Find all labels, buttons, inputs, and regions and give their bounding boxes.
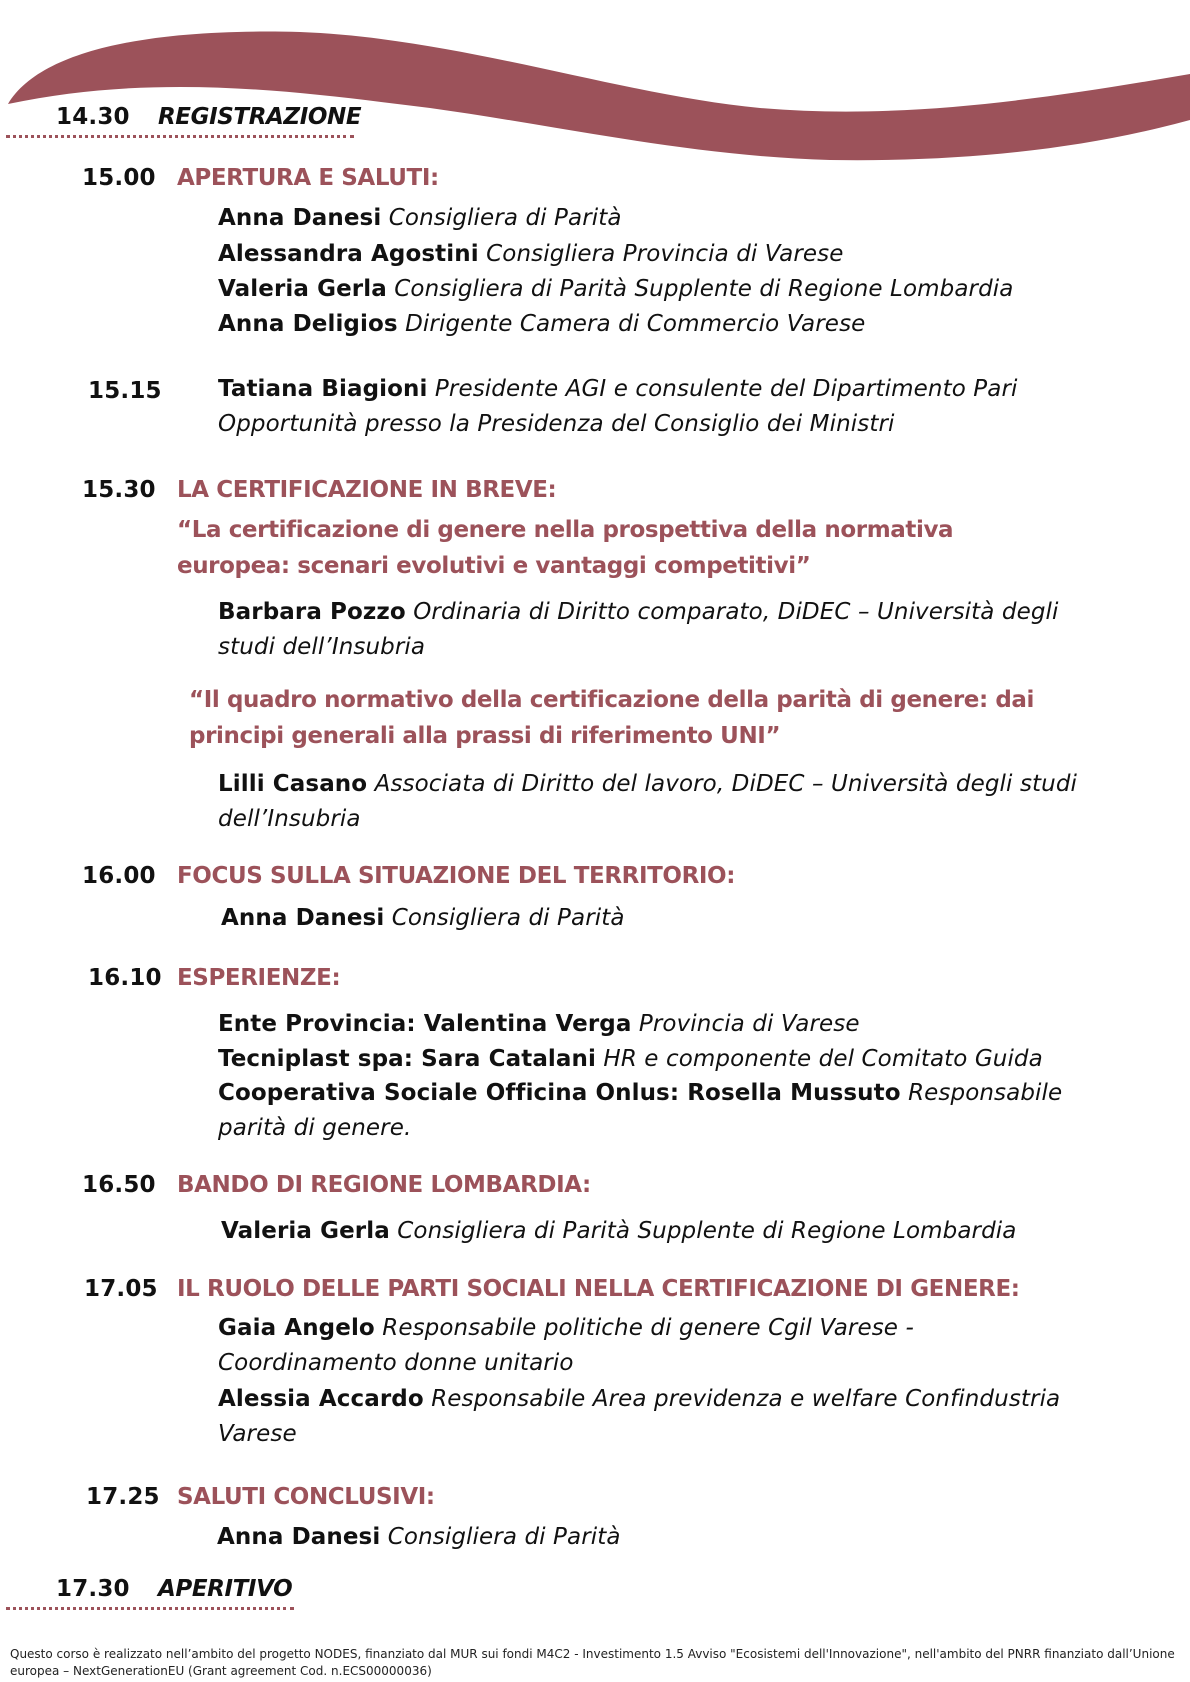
bando-time: 16.50	[82, 1172, 156, 1198]
speaker-name: Anna Deligios	[218, 311, 398, 337]
social-time: 17.05	[84, 1276, 158, 1302]
speaker-role: HR e componente del Comitato Guida	[603, 1046, 1043, 1072]
speaker-line	[218, 1382, 1138, 1452]
focus-time: 16.00	[82, 863, 156, 889]
social-heading: IL RUOLO DELLE PARTI SOCIALI NELLA CERTIFICAZIONE DI GENERE:	[177, 1276, 1020, 1302]
speaker-name: Gaia Angelo	[218, 1315, 375, 1341]
talk-title: “La certificazione di genere nella prospettiva della normativa europea: scenari evolutivi e vantaggi competitivi”	[177, 517, 954, 579]
experience-line	[218, 1041, 1043, 1077]
speaker-role: Consigliera di Parità	[387, 1524, 621, 1550]
speaker-name: Ente Provincia: Valentina Verga	[218, 1011, 632, 1037]
talk-speaker	[218, 767, 1138, 837]
speaker-line	[218, 306, 865, 342]
certification-heading: LA CERTIFICAZIONE IN BREVE:	[177, 477, 557, 503]
funding-footer: Questo corso è realizzato nell’ambito del progetto NODES, finanziato dal MUR sui fondi M4C2 - Investimento 1.5 Avviso "Ecosistemi dell'Innovazione", nell'ambito del PNRR finanziato dall’Unione europea – NextGenerationEU (Grant agreement Cod. n.ECS00000036)	[10, 1647, 1175, 1678]
aperitivo-time: 17.30	[56, 1576, 130, 1602]
speaker-role: Responsabile parità di genere.	[218, 1080, 1063, 1141]
closing-time: 17.25	[86, 1484, 160, 1510]
speaker-line	[221, 1213, 1017, 1249]
speaker-role: Ordinaria di Diritto comparato, DiDEC – Università degli studi dell’Insubria	[218, 599, 1059, 660]
experience-line	[218, 1076, 1098, 1146]
focus-heading: FOCUS SULLA SITUAZIONE DEL TERRITORIO:	[177, 863, 735, 889]
speaker-name: Tecniplast spa: Sara Catalani	[218, 1046, 596, 1072]
speaker-role: Consigliera di Parità	[391, 905, 625, 931]
speaker-name: Cooperativa Sociale Officina Onlus: Rosella Mussuto	[218, 1080, 901, 1106]
registration-dotted-divider	[6, 135, 354, 138]
speaker-role: Consigliera di Parità Supplente di Regione Lombardia	[397, 1218, 1017, 1244]
certification-time: 15.30	[82, 477, 156, 503]
experiences-heading: ESPERIENZE:	[177, 965, 341, 991]
registration-time: 14.30	[56, 104, 130, 130]
speaker-role: Associata di Diritto del lavoro, DiDEC – Università degli studi dell’Insubria	[218, 771, 1078, 832]
speaker-name: Tatiana Biagioni	[218, 376, 428, 402]
aperitivo-label: APERITIVO	[158, 1576, 293, 1602]
speaker-name: Lilli Casano	[218, 771, 368, 797]
header-wave	[0, 0, 1190, 170]
speaker-name: Anna Danesi	[217, 1524, 381, 1550]
speaker-name: Alessia Accardo	[218, 1386, 424, 1412]
opening-heading: APERTURA E SALUTI:	[177, 165, 439, 191]
talk-speaker	[218, 595, 1118, 665]
speaker-role: Consigliera di Parità	[388, 205, 622, 231]
experience-line	[218, 1006, 860, 1042]
speaker-name: Barbara Pozzo	[218, 599, 406, 625]
speaker-role: Responsabile Area previdenza e welfare Confindustria Varese	[218, 1386, 1061, 1447]
talk-title: “Il quadro normativo della certificazione della parità di genere: dai principi generali alla prassi di riferimento UNI”	[189, 687, 1035, 749]
opening-time: 15.00	[82, 165, 156, 191]
experiences-time: 16.10	[88, 965, 162, 991]
closing-heading: SALUTI CONCLUSIVI:	[177, 1484, 435, 1510]
speaker-role: Consigliera Provincia di Varese	[486, 241, 844, 267]
speaker-line	[218, 236, 844, 272]
speaker-line	[217, 1519, 621, 1555]
speaker-role: Responsabile politiche di genere Cgil Varese - Coordinamento donne unitario	[218, 1315, 914, 1376]
bando-heading: BANDO DI REGIONE LOMBARDIA:	[177, 1172, 591, 1198]
speaker-role: Dirigente Camera di Commercio Varese	[405, 311, 866, 337]
keynote-time: 15.15	[88, 378, 162, 404]
speaker-role: Presidente AGI e consulente del Dipartimento Pari Opportunità presso la Presidenza del Consiglio dei Ministri	[218, 376, 1018, 437]
speaker-role: Provincia di Varese	[638, 1011, 860, 1037]
speaker-line	[221, 900, 625, 936]
aperitivo-dotted-divider	[6, 1607, 294, 1610]
speaker-line	[218, 271, 1014, 307]
speaker-name: Valeria Gerla	[221, 1218, 390, 1244]
speaker-line	[218, 200, 622, 236]
registration-label: REGISTRAZIONE	[158, 104, 362, 130]
keynote-speaker	[218, 372, 1098, 442]
speaker-name: Anna Danesi	[218, 205, 382, 231]
speaker-name: Alessandra Agostini	[218, 241, 479, 267]
speaker-name: Valeria Gerla	[218, 276, 387, 302]
speaker-line	[218, 1311, 1018, 1381]
speaker-role: Consigliera di Parità Supplente di Regione Lombardia	[394, 276, 1014, 302]
speaker-name: Anna Danesi	[221, 905, 385, 931]
